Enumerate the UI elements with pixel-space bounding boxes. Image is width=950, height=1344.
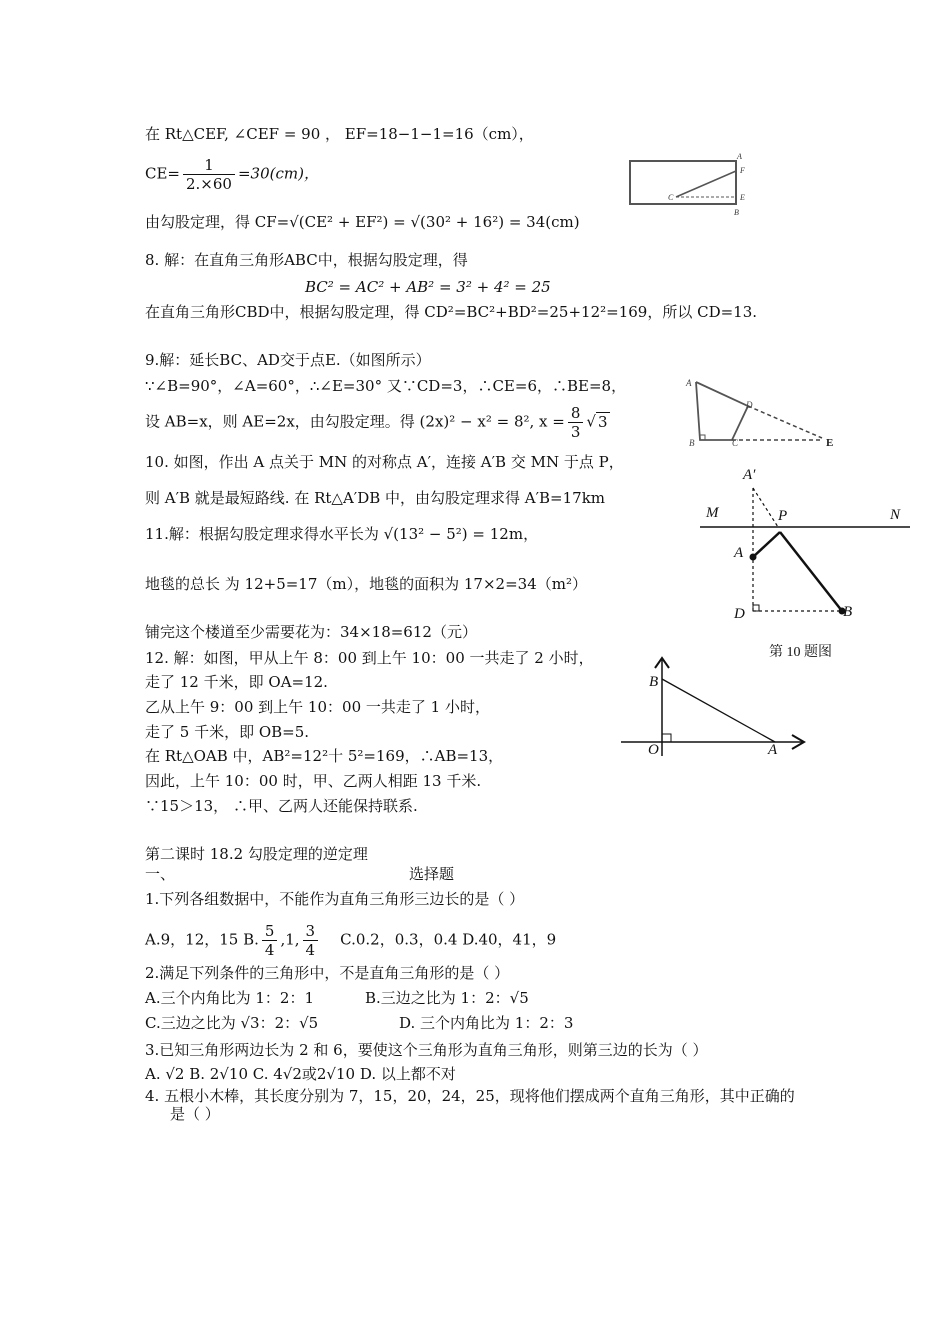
question-4-line-1: 4. 五根小木棒，其长度分别为 7，15，20，24，25，现将他们摆成两个直角三角形，其中正确的	[145, 1087, 795, 1105]
solution-12-line-4: 走了 5 千米，即 OB=5.	[145, 723, 310, 741]
label-n: N	[890, 507, 901, 523]
section-title: 第二课时 18.2 勾股定理的逆定理	[145, 845, 368, 863]
question-1-options	[145, 922, 556, 959]
solution-10-line-2: 则 A′B 就是最短路线. 在 Rt△A′DB 中，由勾股定理求得 A′B=17km	[145, 489, 606, 507]
label-a: A	[734, 545, 744, 561]
ce-result: =30(cm)，	[237, 164, 319, 183]
label-c: C	[668, 193, 674, 202]
solution-12-line-2: 走了 12 千米，即 OA=12.	[145, 673, 328, 691]
label-e: E	[826, 437, 834, 449]
right-angle-d	[753, 605, 759, 611]
question-2-option-d: D. 三个内角比为 1：2：3	[399, 1014, 574, 1032]
q1-option-b-middle: ,1,	[280, 930, 300, 949]
solution-9-heading: 9.解：延长BC、AD交于点E.（如图所示）	[145, 351, 431, 369]
question-1: 1.下列各组数据中，不能作为直角三角形三边长的是（ ）	[145, 890, 525, 908]
solution-9-line-2: ∵∠B=90°，∠A=60°，∴∠E=30° 又∵CD=3，∴CE=6，∴BE=8，	[145, 377, 627, 395]
question-4-line-2: 是（ ）	[170, 1105, 220, 1123]
segment-a-prime-p	[753, 488, 778, 527]
figure-10-caption: 第 10 题图	[769, 645, 832, 660]
segment-pb	[780, 532, 842, 611]
solution-8-heading: 8. 解：在直角三角形ABC中，根据勾股定理，得	[145, 251, 468, 269]
label-a: A	[686, 378, 692, 388]
ce-fraction	[183, 156, 235, 193]
label-e: E	[740, 193, 745, 202]
x-fraction-numerator: 8	[568, 404, 584, 423]
question-2-option-a: A.三个内角比为 1：2：1	[145, 989, 314, 1007]
segment-ap	[753, 532, 780, 557]
right-angle-o	[662, 734, 671, 742]
reflection-figure	[700, 460, 915, 665]
q1-fraction-2-numerator: 3	[303, 922, 319, 941]
part-number: 一、	[145, 865, 176, 883]
rectangle-outline	[630, 161, 736, 204]
x-fraction-denominator: 3	[570, 423, 581, 441]
segment-ab	[662, 679, 775, 742]
ce-fraction-numerator: 1	[183, 156, 235, 175]
question-3: 3.已知三角形两边长为 2 和 6，要使这个三角形为直角三角形，则第三边的长为（ ）	[145, 1041, 708, 1059]
coordinate-triangle-figure	[615, 650, 815, 760]
solution-7-line-1: 在 Rt△CEF, ∠CEF = 90 ， EF=18−1−1=16（cm），	[145, 125, 534, 143]
question-2: 2.满足下列条件的三角形中，不是直角三角形的是（ ）	[145, 964, 510, 982]
q1-fraction-2-denominator: 4	[305, 941, 316, 959]
question-2-option-b: B.三边之比为 1：2：√5	[365, 989, 529, 1007]
solution-10-line-1: 10. 如图，作出 A 点关于 MN 的对称点 A′，连接 A′B 交 MN 于点 P，	[145, 453, 624, 471]
label-o: O	[648, 742, 659, 758]
solution-12-line-6: 因此，上午 10：00 时，甲、乙两人相距 13 千米.	[145, 772, 482, 790]
q1-option-a: A.9，12，15 B.	[145, 930, 259, 949]
solution-8-line-2: 在直角三角形CBD中，根据勾股定理，得 CD²=BC²+BD²=25+12²=169，所以 CD=13.	[145, 303, 758, 321]
segment-cf	[676, 171, 736, 197]
solution-11-line-2: 地毯的总长 为 12+5=17（m），地毯的面积为 17×2=34（m²）	[145, 575, 587, 593]
q1-fraction-2	[303, 922, 319, 959]
solution-11-line-3: 铺完这个楼道至少需要花为：34×18=612（元）	[145, 623, 477, 641]
solution-11-line-1: 11.解：根据勾股定理求得水平长为 √(13² − 5²) = 12m，	[145, 525, 539, 543]
rectangle-figure	[620, 148, 750, 220]
q1-fraction-1	[262, 922, 278, 959]
q1-fraction-1-numerator: 5	[262, 922, 278, 941]
label-b: B	[689, 438, 695, 448]
ce-fraction-denominator: 2.×60	[186, 175, 232, 193]
quadrilateral-figure	[682, 372, 842, 452]
label-p: P	[778, 508, 788, 524]
solution-12-line-5: 在 Rt△OAB 中，AB²=12²十 5²=169，∴AB=13，	[145, 747, 504, 765]
solution-8-equation: BC² = AC² + AB² = 3² + 4² = 25	[305, 278, 551, 296]
label-f: F	[740, 166, 745, 175]
solution-12-line-7: ∵15＞13， ∴甲、乙两人还能保持联系.	[145, 797, 418, 815]
extension-ad	[748, 406, 822, 438]
solution-9-equation: 设 AB=x，则 AE=2x，由勾股定理。得 (2x)² − x² = 8², x =	[145, 412, 565, 431]
label-a: A	[737, 152, 742, 161]
label-c: C	[732, 438, 739, 448]
solution-12-line-3: 乙从上午 9：00 到上午 10：00 一共走了 1 小时，	[145, 698, 490, 716]
solution-9-line-3: 设 AB=x，则 AE=2x，由勾股定理。得 (2x)² − x² = 8², x = $\frac{8}{3}$ √ 3	[145, 404, 608, 441]
label-d: D	[746, 400, 753, 410]
label-a: A	[768, 742, 778, 758]
ce-prefix: CE=	[145, 164, 180, 183]
solution-7-ce-line	[145, 156, 319, 193]
q1-fraction-1-denominator: 4	[264, 941, 275, 959]
label-b: B	[734, 208, 739, 217]
x-sqrt-value: 3	[597, 412, 608, 431]
quadrilateral-outline	[696, 382, 748, 440]
label-b: B	[649, 674, 659, 690]
label-m: M	[706, 505, 719, 521]
solution-12-line-1: 12. 解：如图，甲从上午 8：00 到上午 10：00 一共走了 2 小时，	[145, 649, 594, 667]
part-label: 选择题	[409, 865, 455, 883]
q1-option-cd: C.0.2，0.3，0.4 D.40，41，9	[340, 930, 557, 949]
question-3-options: A. √2 B. 2√10 C. 4√2或2√10 D. 以上都不对	[145, 1065, 456, 1083]
label-a-prime: A′	[743, 467, 756, 483]
point-a	[750, 554, 757, 561]
x-fraction	[568, 404, 584, 441]
label-b: B	[843, 604, 853, 620]
label-d: D	[734, 606, 745, 622]
solution-7-cf-line: 由勾股定理，得 CF=√(CE² + EF²) = √(30² + 16²) = 34(cm)	[145, 213, 580, 231]
question-2-option-c: C.三边之比为 √3：2：√5	[145, 1014, 319, 1032]
